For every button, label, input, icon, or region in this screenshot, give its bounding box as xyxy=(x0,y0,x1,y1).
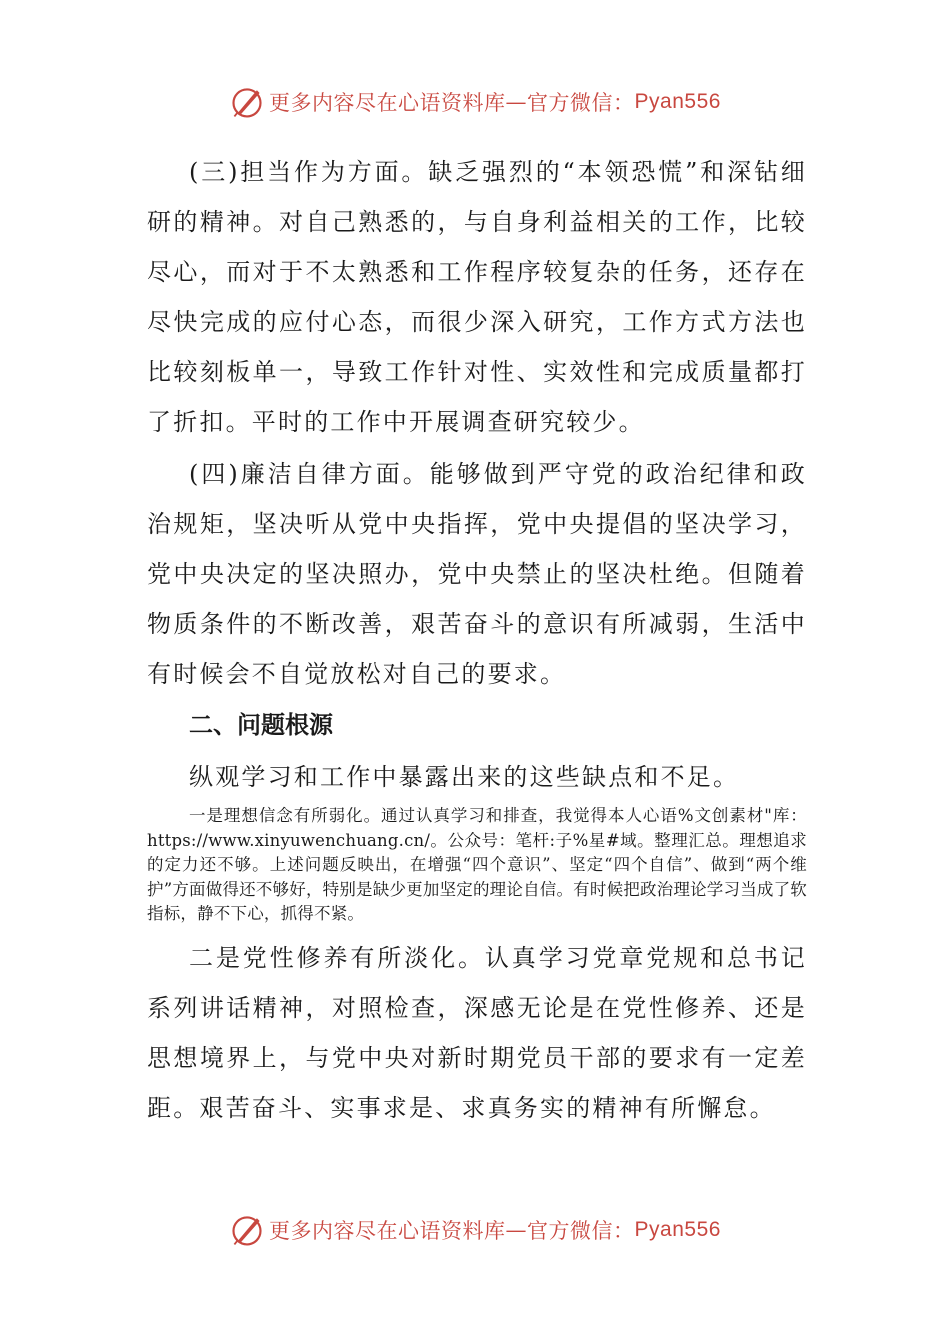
watermark-wechat-label: 官方微信： xyxy=(527,91,635,115)
header-watermark xyxy=(0,82,950,122)
quill-pen-logo-icon xyxy=(229,1212,265,1248)
watermark-dash: — xyxy=(505,1218,528,1242)
paragraph-overview: 纵观学习和工作中暴露出来的这些缺点和不足。 xyxy=(189,763,740,791)
watermark-dash: — xyxy=(505,90,528,114)
paragraph-integrity: (四)廉洁自律方面。能够做到严守党的政治纪律和政治规矩，坚决听从党中央指挥，党中央提倡的坚决学习，党中央决定的坚决照办，党中央禁止的坚决杜绝。但随着物质条件的不断改善，艰苦奋斗的意识有所减弱，生活中有时候会不自觉放松对自己的要求。 xyxy=(147,460,807,688)
section-heading-root-causes: 二、问题根源 xyxy=(189,711,333,739)
paragraph-party-spirit: 二是党性修养有所淡化。认真学习党章党规和总书记系列讲话精神，对照检查，深感无论是在党性修养、还是思想境界上，与党中央对新时期党员干部的要求有一定差距。艰苦奋斗、实事求是、求真务实的精神有所懈怠。 xyxy=(147,944,807,1122)
paragraph-ideals: 一是理想信念有所弱化。通过认真学习和排查，我觉得本人心语%文创素材"库：https://www.xinyuwenchuang.cn/。公众号：笔杆:子%星#域。整理汇总。理想追求的定力还不够。上述问题反映出，在增强“四个意识”、坚定“四个自信”、做到“两个维护”方面做得还不够好，特别是缺少更加坚定的理论自信。有时候把政治理论学习当成了软指标，静不下心，抓得不紧。 xyxy=(147,806,807,923)
paragraph-responsibility: (三)担当作为方面。缺乏强烈的“本领恐慌”和深钻细研的精神。对自己熟悉的，与自身利益相关的工作，比较尽心，而对于不太熟悉和工作程序较复杂的任务，还存在尽快完成的应付心态，而很少深入研究，工作方式方法也比较刻板单一，导致工作针对性、实效性和完成质量都打了折扣。平时的工作中开展调查研究较少。 xyxy=(147,158,807,436)
footer-watermark xyxy=(0,1210,950,1250)
watermark-wechat-label: 官方微信： xyxy=(527,1219,635,1243)
watermark-wechat-id: Pyan556 xyxy=(634,90,721,113)
watermark-brand-text: 更多内容尽在心语资料库 xyxy=(269,1219,506,1243)
watermark-brand-text: 更多内容尽在心语资料库 xyxy=(269,91,506,115)
watermark-wechat-id: Pyan556 xyxy=(634,1218,721,1241)
quill-pen-logo-icon xyxy=(229,84,265,120)
